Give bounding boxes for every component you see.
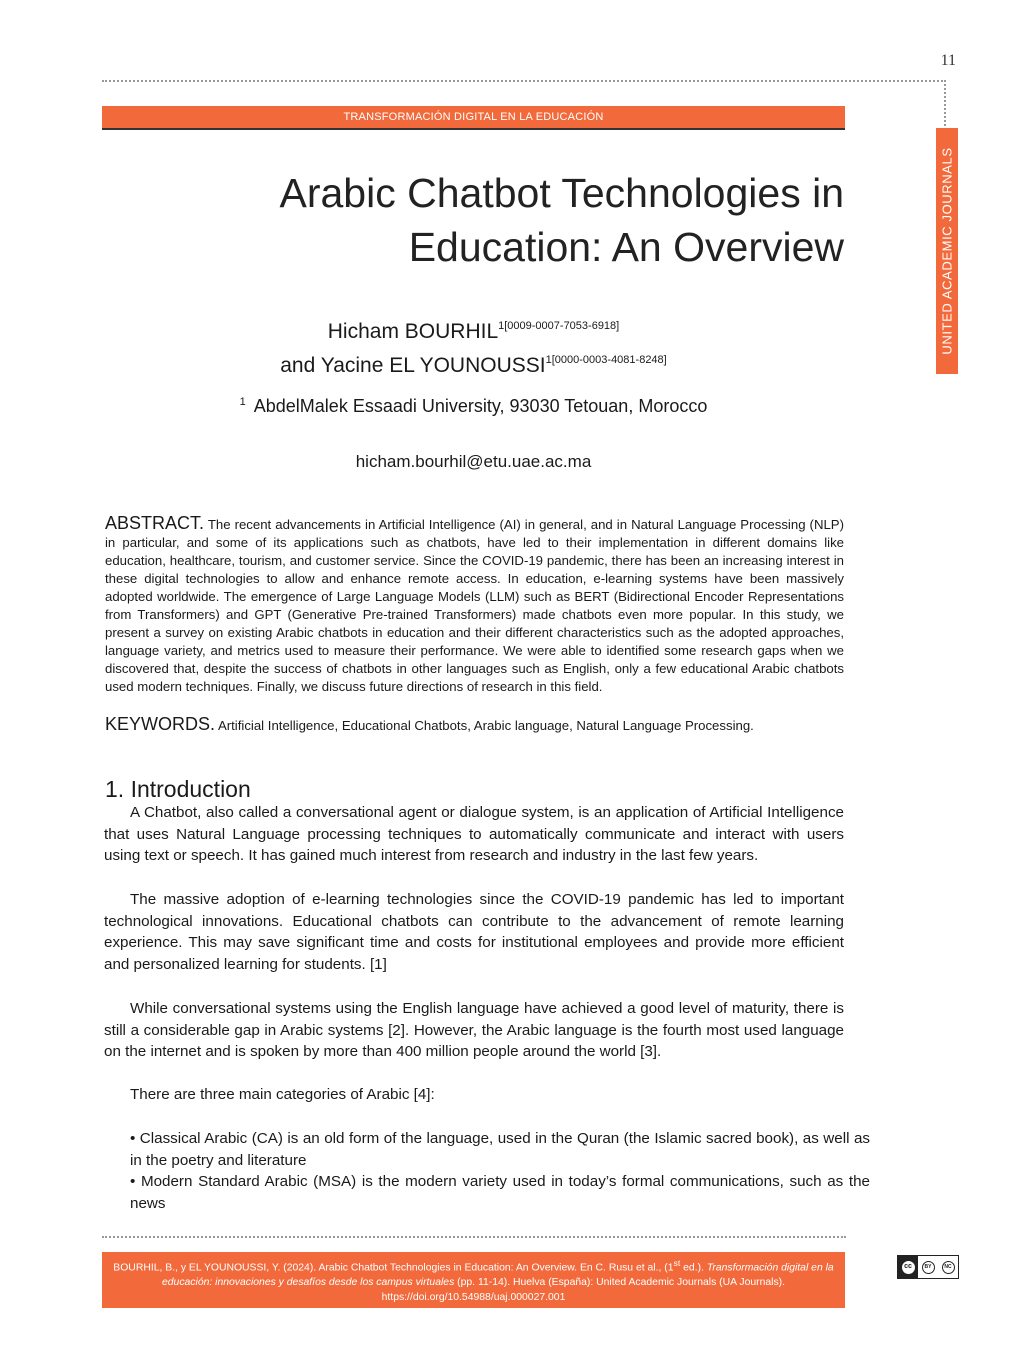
intro-paragraph-4: There are three main categories of Arabic [4]: xyxy=(130,1086,435,1103)
affiliation xyxy=(102,396,845,417)
list-item: • Modern Standard Arabic (MSA) is the modern variety used in today’s formal communications, such as the news xyxy=(130,1173,870,1212)
title-line-2: Education: An Overview xyxy=(408,224,844,270)
doi-link[interactable]: https://doi.org/10.54988/uaj.000027.001 xyxy=(381,1292,566,1304)
author-2-name: and Yacine EL YOUNOUSSI xyxy=(280,354,546,377)
affiliation-marker: 1 xyxy=(239,396,246,408)
citation-part-a: BOURHIL, B., y EL YOUNOUSSI, Y. (2024). Arabic Chatbot Technologies in Education: An Overview. En C. Rusu et al., (1 xyxy=(113,1262,674,1274)
citation-book-title: Transformación digital en la educación: innovaciones y desafíos desde los campus virtuales xyxy=(162,1262,834,1289)
abstract-text: The recent advancements in Artificial Intelligence (AI) in general, and in Natural Language Processing (NLP) in particular, and some of its applications such as chatbots, have led to their implementation in different domains like education, healthcare, tourism, and customer service. Since the COVID-19 pandemic, there has been an increasing interest in these digital technologies to allow and enhance remote access. In education, e-learning systems have been massively adopted worldwide. The emergence of Large Language Models (LLM) such as BERT (Bidirectional Encoder Representations from Transformers) and GPT (Generative Pre-trained Transformers) made chatbots even more popular. In this study, we present a survey on existing Arabic chatbots in education and their different characteristics such as the adopted approaches, language variety, and metrics used to measure their performance. We were able to identified some research gaps when we discovered that, despite the success of chatbots in other languages such as English, only a few educational Arabic chatbots used modern techniques. Finally, we discuss future directions of research in this field. xyxy=(105,517,844,694)
keywords-label: KEYWORDS. xyxy=(105,714,216,734)
list-item: • Classical Arabic (CA) is an old form of the language, used in the Quran (the Islamic sacred book), as well as in the poetry and literature xyxy=(130,1130,870,1169)
by-icon: BY xyxy=(922,1261,935,1274)
affiliation-text: AbdelMalek Essaadi University, 93030 Tetouan, Morocco xyxy=(253,396,708,416)
side-tab-label: UNITED ACADEMIC JOURNALS xyxy=(939,147,955,355)
author-1-name: Hicham BOURHIL xyxy=(327,320,499,343)
intro-paragraph-3: While conversational systems using the English language have achieved a good level of maturity, there is still a considerable gap in Arabic systems [2]. However, the Arabic language is the fourth most used language on the internet and is spoken by more than 400 million people around the world [3]. xyxy=(104,1000,844,1061)
author-1 xyxy=(102,312,845,346)
keywords xyxy=(105,714,844,736)
cc-icon: cc xyxy=(902,1261,915,1274)
keywords-text: Artificial Intelligence, Educational Chatbots, Arabic language, Natural Language Processing. xyxy=(217,718,754,733)
citation-sup: st xyxy=(673,1258,681,1268)
nc-icon: NC xyxy=(942,1261,955,1274)
authors xyxy=(102,312,845,380)
intro-paragraph-1: A Chatbot, also called a conversational agent or dialogue system, is an application of Artificial Intelligence that uses Natural Language processing techniques to automatically communicate and interact with users using text or speech. It has gained much interest from research and industry in the last few years. xyxy=(104,804,844,865)
side-tab xyxy=(936,128,958,374)
citation-footer xyxy=(102,1252,845,1308)
cc-terms xyxy=(918,1261,958,1274)
title-line-1: Arabic Chatbot Technologies in xyxy=(279,170,844,216)
abstract xyxy=(105,514,844,696)
abstract-label: ABSTRACT. xyxy=(105,513,205,533)
author-1-orcid: 1[0009-0007-7053-6918] xyxy=(498,320,620,332)
author-2 xyxy=(102,346,845,380)
contact-email[interactable]: hicham.bourhil@etu.uae.ac.ma xyxy=(355,452,592,471)
paper-title xyxy=(204,166,844,274)
intro-paragraph-2: The massive adoption of e-learning technologies since the COVID-19 pandemic has led to important technological innovations. Educational chatbots can contribute to the advancement of remote learning experience. This may save significant time and costs for institutional employees and provide more efficient and personalized learning for students. [1] xyxy=(104,891,844,974)
author-2-orcid: 1[0000-0003-4081-8248] xyxy=(545,354,667,366)
section-heading: 1. Introduction xyxy=(105,776,251,802)
bottom-divider xyxy=(102,1236,846,1238)
citation-part-c: (pp. 11-14). Huelva (España): United Academic Journals (UA Journals). xyxy=(454,1277,785,1289)
vertical-divider xyxy=(944,80,946,130)
cc-license-badge[interactable] xyxy=(897,1255,959,1279)
top-divider xyxy=(102,80,946,82)
citation-part-b: ed.). xyxy=(680,1262,707,1274)
journal-banner: TRANSFORMACIÓN DIGITAL EN LA EDUCACIÓN xyxy=(102,106,845,130)
page-number: 11 xyxy=(940,52,956,69)
cc-icon-wrap xyxy=(898,1256,918,1278)
